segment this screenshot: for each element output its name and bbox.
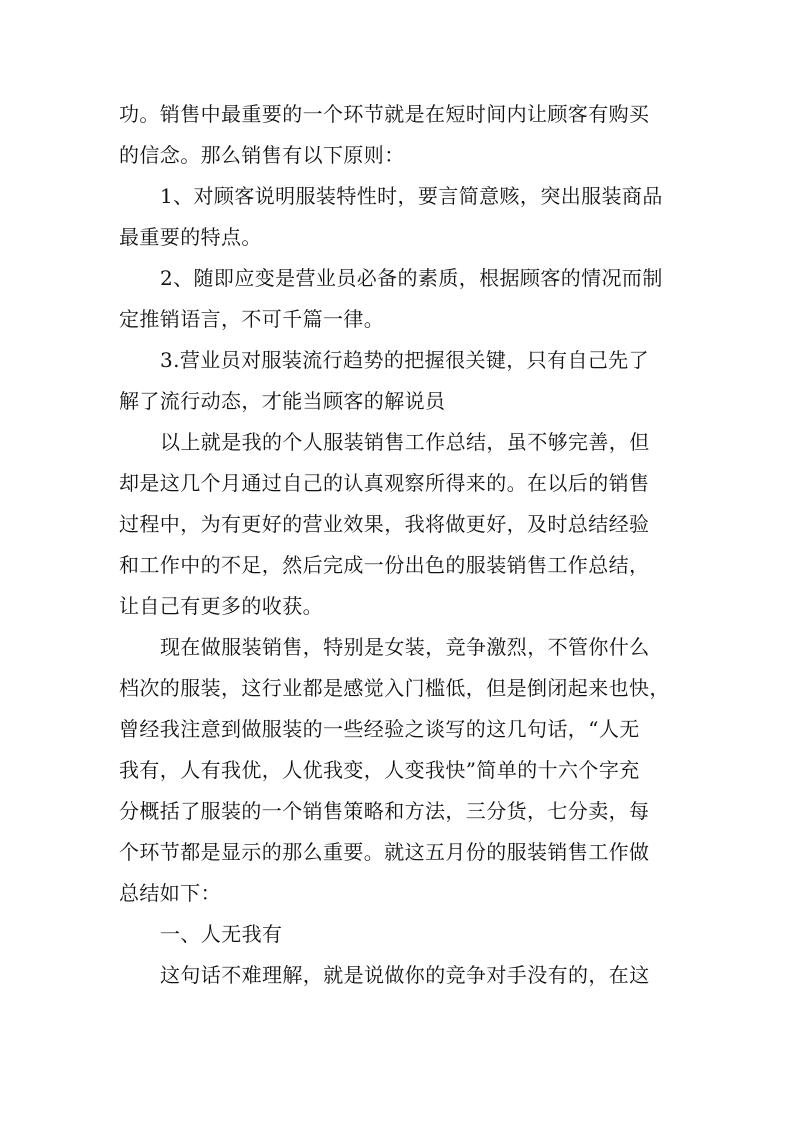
text-line: 定推销语言，不可千篇一律。 [119,307,385,331]
text-line: 和工作中的不足，然后完成一份出色的服装销售工作总结， [119,553,650,577]
text-line: 总结如下： [119,881,221,905]
sales-paragraph-start: 现在做服装销售，特别是女装，竞争激烈，不管你什么 [160,635,650,659]
principle-2-line: 2、随即应变是营业员必备的素质，根据顾客的情况而制 [160,266,663,290]
section-heading: 一、人无我有 [160,922,283,946]
text-line: 功。销售中最重要的一个环节就是在短时间内让顾客有购买 [119,102,650,126]
text-line: 曾经我注意到做服装的一些经验之谈写的这几句话，“人无 [119,717,640,741]
principle-1-line: 1、对顾客说明服装特性时，要言简意赅，突出服装商品 [160,184,663,208]
principle-3-line: 3.营业员对服装流行趋势的把握很关键，只有自己先了 [160,348,650,372]
text-line: 的信念。那么销售有以下原则： [119,143,405,167]
text-line: 最重要的特点。 [119,225,262,249]
text-line: 让自己有更多的收获。 [119,594,323,618]
text-line: 解了流行动态，才能当顾客的解说员 [119,389,446,413]
section-paragraph-start: 这句话不难理解，就是说做你的竞争对手没有的，在这 [160,963,650,987]
text-line: 分概括了服装的一个销售策略和方法，三分货，七分卖，每 [119,799,650,823]
text-line: 档次的服装，这行业都是感觉入门槛低，但是倒闭起来也快， [119,676,670,700]
summary-paragraph-start: 以上就是我的个人服装销售工作总结，虽不够完善，但 [160,430,650,454]
text-line: 过程中，为有更好的营业效果，我将做更好，及时总结经验 [119,512,650,536]
text-line: 却是这几个月通过自己的认真观察所得来的。在以后的销售 [119,471,650,495]
text-line: 个环节都是显示的那么重要。就这五月份的服装销售工作做 [119,840,650,864]
text-line: 我有，人有我优，人优我变，人变我快”简单的十六个字充 [119,758,640,782]
